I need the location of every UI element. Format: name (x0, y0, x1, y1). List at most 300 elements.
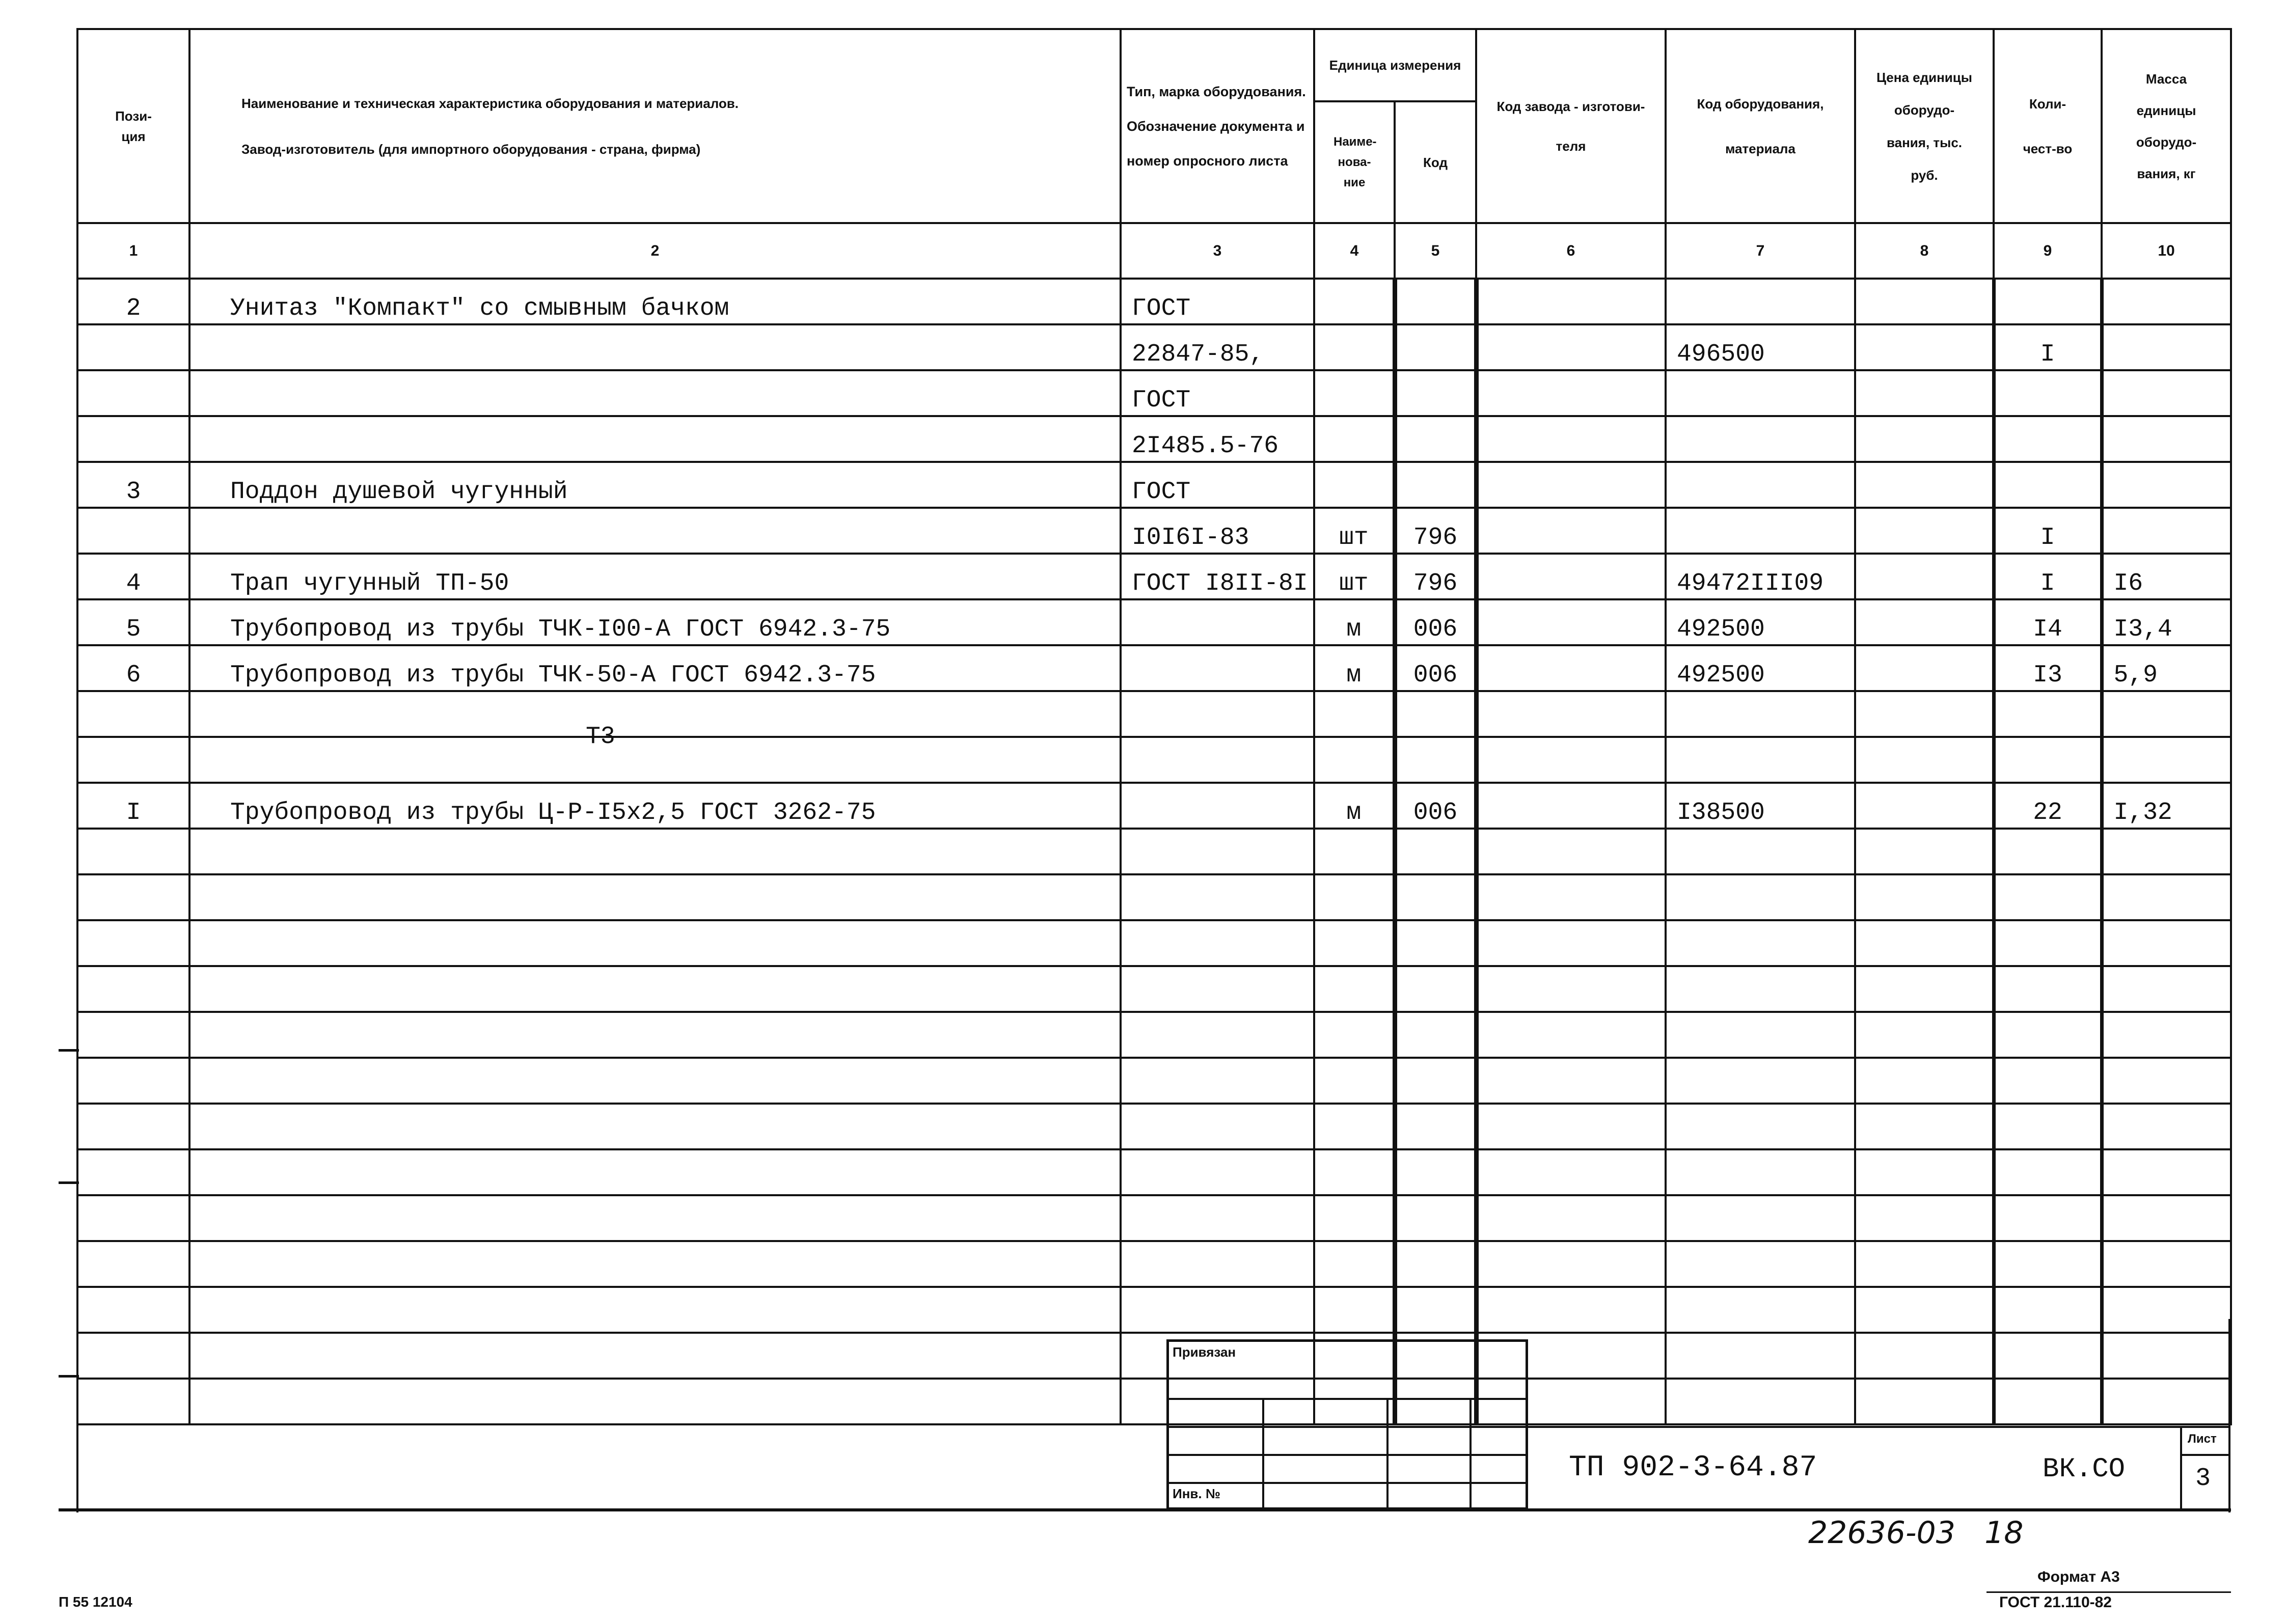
cell-price (1855, 966, 1994, 1012)
table-row (77, 370, 2231, 416)
cell-price (1855, 691, 1994, 737)
cell-price (1855, 783, 1994, 829)
cell-unit-code (1395, 1195, 1476, 1241)
stamp-line (1166, 1482, 1528, 1484)
cell-price (1855, 1379, 1994, 1424)
column-number: 6 (1476, 223, 1666, 279)
cell-quantity (1994, 1379, 2102, 1424)
cell-quantity: I (1994, 554, 2102, 599)
cell-unit: м (1314, 599, 1395, 645)
cell-position (77, 1012, 189, 1058)
cell-name: Трап чугунный ТП-50 (189, 554, 1121, 599)
cell-position: 2 (77, 279, 189, 324)
stamp-line (1166, 1398, 1528, 1400)
cell-name: Поддон душевой чугунный (189, 462, 1121, 508)
cell-plant-code (1476, 829, 1666, 874)
cell-type (1121, 1195, 1314, 1241)
cell-unit-code: 796 (1395, 554, 1476, 599)
cell-unit-code (1395, 1149, 1476, 1195)
cell-plant-code (1476, 874, 1666, 920)
cell-plant-code (1476, 1241, 1666, 1287)
column-number: 2 (189, 223, 1121, 279)
cell-quantity (1994, 279, 2102, 324)
cell-quantity (1994, 966, 2102, 1012)
cell-plant-code (1476, 966, 1666, 1012)
section-note: Т3 (586, 723, 615, 751)
cell-type (1121, 1058, 1314, 1104)
header-unit-code: Код (1395, 101, 1476, 223)
cell-unit-code (1395, 1287, 1476, 1333)
cell-type (1121, 874, 1314, 920)
cell-name: Трубопровод из трубы ТЧК-I00-А ГОСТ 6942.3-75 (189, 599, 1121, 645)
table-row (77, 599, 2231, 645)
cell-equipment-code (1666, 874, 1855, 920)
cell-position (77, 1241, 189, 1287)
table-row (77, 691, 2231, 737)
cell-mass: I,32 (2102, 783, 2231, 829)
cell-position (77, 1287, 189, 1333)
cell-price (1855, 1104, 1994, 1149)
footer-rule (1986, 1591, 2231, 1593)
cell-plant-code (1476, 462, 1666, 508)
cell-type: ГОСТ (1121, 370, 1314, 416)
cell-price (1855, 279, 1994, 324)
cell-unit (1314, 920, 1395, 966)
cell-name (189, 1195, 1121, 1241)
sheet-box-left (2180, 1426, 2182, 1510)
column-number: 1 (77, 223, 189, 279)
column-number: 8 (1855, 223, 1994, 279)
cell-unit-code (1395, 1058, 1476, 1104)
cell-type (1121, 783, 1314, 829)
cell-equipment-code (1666, 462, 1855, 508)
cell-mass (2102, 1058, 2231, 1104)
cell-unit-code: 006 (1395, 645, 1476, 691)
cell-plant-code (1476, 645, 1666, 691)
document-code: ТП 902-3-64.87 (1569, 1451, 1817, 1484)
cell-position (77, 416, 189, 462)
spec-body (77, 279, 2231, 1424)
cell-unit-code: 006 (1395, 783, 1476, 829)
left-code: П 55 12104 (59, 1594, 132, 1610)
cell-price (1855, 462, 1994, 508)
cell-price (1855, 645, 1994, 691)
column-number: 5 (1395, 223, 1476, 279)
cell-mass (2102, 462, 2231, 508)
cell-equipment-code (1666, 1287, 1855, 1333)
table-row (77, 462, 2231, 508)
cell-quantity (1994, 874, 2102, 920)
margin-tick (59, 1375, 79, 1378)
cell-price (1855, 829, 1994, 874)
cell-unit (1314, 279, 1395, 324)
code-block-top (1528, 1426, 2230, 1428)
cell-unit (1314, 737, 1395, 783)
binding-label: Привязан (1173, 1344, 1236, 1360)
cell-unit (1314, 1104, 1395, 1149)
cell-position (77, 1104, 189, 1149)
cell-unit (1314, 1058, 1395, 1104)
cell-mass: I6 (2102, 554, 2231, 599)
table-row (77, 737, 2231, 783)
cell-mass (2102, 1149, 2231, 1195)
cell-quantity (1994, 370, 2102, 416)
cell-plant-code (1476, 1104, 1666, 1149)
cell-type (1121, 645, 1314, 691)
cell-position: 5 (77, 599, 189, 645)
cell-type (1121, 1104, 1314, 1149)
cell-equipment-code (1666, 279, 1855, 324)
cell-unit-code (1395, 279, 1476, 324)
table-row (77, 1195, 2231, 1241)
cell-unit: шт (1314, 554, 1395, 599)
cell-mass (2102, 829, 2231, 874)
cell-quantity (1994, 1195, 2102, 1241)
cell-position (77, 1195, 189, 1241)
cell-unit (1314, 691, 1395, 737)
cell-unit (1314, 324, 1395, 370)
cell-type: 2I485.5-76 (1121, 416, 1314, 462)
cell-price (1855, 1333, 1994, 1379)
header-position: Пози- ция (77, 29, 189, 223)
cell-name (189, 1241, 1121, 1287)
cell-name: Трубопровод из трубы Ц-Р-I5х2,5 ГОСТ 3262-75 (189, 783, 1121, 829)
cell-unit-code: 796 (1395, 508, 1476, 554)
sheet-number: 3 (2195, 1464, 2211, 1493)
header-equipment-code: Код оборудования, материала (1666, 29, 1855, 223)
table-row (77, 874, 2231, 920)
cell-plant-code (1476, 599, 1666, 645)
cell-quantity (1994, 1333, 2102, 1379)
cell-unit (1314, 829, 1395, 874)
cell-plant-code (1476, 691, 1666, 737)
margin-tick (59, 1181, 79, 1184)
cell-unit-code (1395, 1012, 1476, 1058)
cell-equipment-code (1666, 1104, 1855, 1149)
cell-plant-code (1476, 324, 1666, 370)
cell-unit-code (1395, 324, 1476, 370)
cell-equipment-code (1666, 416, 1855, 462)
cell-quantity (1994, 416, 2102, 462)
cell-position (77, 370, 189, 416)
column-number: 4 (1314, 223, 1395, 279)
table-row (77, 1241, 2231, 1287)
cell-equipment-code (1666, 966, 1855, 1012)
cell-quantity (1994, 1058, 2102, 1104)
cell-position (77, 1058, 189, 1104)
cell-mass: I3,4 (2102, 599, 2231, 645)
cell-mass (2102, 279, 2231, 324)
cell-quantity: 22 (1994, 783, 2102, 829)
header-plant-code: Код завода - изготови-теля (1476, 29, 1666, 223)
cell-plant-code (1476, 416, 1666, 462)
cell-name (189, 1287, 1121, 1333)
cell-position (77, 1333, 189, 1379)
cell-plant-code (1476, 554, 1666, 599)
binding-stamp (1166, 1339, 1528, 1510)
cell-equipment-code: 496500 (1666, 324, 1855, 370)
spec-table (76, 28, 2232, 1425)
cell-unit (1314, 370, 1395, 416)
cell-type (1121, 737, 1314, 783)
table-row (77, 279, 2231, 324)
gost-label: ГОСТ 21.110-82 (1999, 1594, 2112, 1611)
cell-mass (2102, 370, 2231, 416)
cell-equipment-code: 49472III09 (1666, 554, 1855, 599)
cell-name (189, 874, 1121, 920)
cell-price (1855, 874, 1994, 920)
cell-mass (2102, 324, 2231, 370)
cell-equipment-code (1666, 1241, 1855, 1287)
cell-position (77, 874, 189, 920)
cell-equipment-code: 492500 (1666, 599, 1855, 645)
cell-unit (1314, 1287, 1395, 1333)
cell-price (1855, 1287, 1994, 1333)
cell-quantity (1994, 1104, 2102, 1149)
cell-price (1855, 370, 1994, 416)
cell-position (77, 508, 189, 554)
cell-unit-code (1395, 737, 1476, 783)
table-row (77, 1149, 2231, 1195)
cell-quantity: I3 (1994, 645, 2102, 691)
cell-price (1855, 920, 1994, 966)
table-row (77, 1104, 2231, 1149)
cell-mass (2102, 1287, 2231, 1333)
cell-name (189, 691, 1121, 737)
cell-unit-code (1395, 416, 1476, 462)
cell-position (77, 829, 189, 874)
cell-name (189, 1379, 1121, 1424)
table-row (77, 783, 2231, 829)
cell-name (189, 508, 1121, 554)
cell-name (189, 1149, 1121, 1195)
cell-mass (2102, 1012, 2231, 1058)
cell-unit-code: 006 (1395, 599, 1476, 645)
cell-mass (2102, 691, 2231, 737)
cell-position: 6 (77, 645, 189, 691)
cell-name (189, 829, 1121, 874)
cell-unit: м (1314, 783, 1395, 829)
header-unit-name: Наиме-нова-ние (1314, 101, 1395, 223)
cell-position: I (77, 783, 189, 829)
cell-position (77, 966, 189, 1012)
cell-name (189, 966, 1121, 1012)
frame-right (2228, 1319, 2230, 1512)
cell-quantity (1994, 829, 2102, 874)
cell-name: Трубопровод из трубы ТЧК-50-А ГОСТ 6942.3-75 (189, 645, 1121, 691)
cell-unit-code (1395, 370, 1476, 416)
cell-quantity (1994, 920, 2102, 966)
archive-number: 22636-03 18 (1808, 1515, 2024, 1551)
cell-position (77, 324, 189, 370)
cell-unit-code (1395, 462, 1476, 508)
stamp-divider (1469, 1398, 1472, 1510)
cell-equipment-code (1666, 1379, 1855, 1424)
table-row (77, 1287, 2231, 1333)
header-mass: Масса единицы оборудо-вания, кг (2102, 29, 2231, 223)
cell-plant-code (1476, 1287, 1666, 1333)
cell-name (189, 370, 1121, 416)
cell-price (1855, 1058, 1994, 1104)
table-row (77, 554, 2231, 599)
cell-name (189, 920, 1121, 966)
cell-type (1121, 966, 1314, 1012)
cell-plant-code (1476, 1058, 1666, 1104)
header-quantity: Коли-чест-во (1994, 29, 2102, 223)
cell-plant-code (1476, 1195, 1666, 1241)
cell-mass (2102, 1379, 2231, 1424)
cell-equipment-code (1666, 691, 1855, 737)
column-number: 9 (1994, 223, 2102, 279)
inventory-label: Инв. № (1173, 1486, 1220, 1501)
stamp-divider (1262, 1398, 1264, 1510)
cell-type (1121, 1012, 1314, 1058)
cell-position (77, 691, 189, 737)
cell-type: ГОСТ (1121, 462, 1314, 508)
cell-equipment-code (1666, 370, 1855, 416)
cell-quantity (1994, 737, 2102, 783)
cell-mass: 5,9 (2102, 645, 2231, 691)
cell-quantity (1994, 1241, 2102, 1287)
cell-price (1855, 1241, 1994, 1287)
cell-plant-code (1476, 508, 1666, 554)
cell-equipment-code (1666, 1333, 1855, 1379)
cell-unit: м (1314, 645, 1395, 691)
cell-type: I0I6I-83 (1121, 508, 1314, 554)
document-mark: ВК.СО (2043, 1454, 2126, 1485)
cell-quantity (1994, 691, 2102, 737)
cell-quantity: I (1994, 508, 2102, 554)
cell-mass (2102, 874, 2231, 920)
cell-type (1121, 599, 1314, 645)
cell-quantity: I4 (1994, 599, 2102, 645)
cell-mass (2102, 1333, 2231, 1379)
cell-equipment-code (1666, 737, 1855, 783)
cell-position (77, 920, 189, 966)
stamp-divider (1386, 1398, 1389, 1510)
cell-price (1855, 324, 1994, 370)
header-name-line2: Завод-изготовитель (для импортного оборудования - страна, фирма) (241, 141, 701, 157)
cell-unit (1314, 874, 1395, 920)
cell-unit (1314, 966, 1395, 1012)
table-row (77, 416, 2231, 462)
cell-type: 22847-85, (1121, 324, 1314, 370)
frame-left (76, 1319, 78, 1512)
column-number: 3 (1121, 223, 1314, 279)
cell-type: ГОСТ (1121, 279, 1314, 324)
cell-price (1855, 737, 1994, 783)
header-unit: Единица измерения (1314, 29, 1476, 101)
cell-unit (1314, 1241, 1395, 1287)
sheet-label: Лист (2188, 1432, 2217, 1446)
cell-equipment-code: I38500 (1666, 783, 1855, 829)
cell-quantity (1994, 462, 2102, 508)
cell-type (1121, 920, 1314, 966)
cell-equipment-code (1666, 1058, 1855, 1104)
cell-unit (1314, 1012, 1395, 1058)
cell-mass (2102, 416, 2231, 462)
cell-name (189, 324, 1121, 370)
cell-name (189, 737, 1121, 783)
cell-mass (2102, 920, 2231, 966)
cell-name (189, 1058, 1121, 1104)
cell-mass (2102, 1241, 2231, 1287)
format-label: Формат А3 (2037, 1568, 2120, 1585)
sheet-box-divider (2180, 1454, 2230, 1456)
cell-plant-code (1476, 1149, 1666, 1195)
table-row (77, 829, 2231, 874)
cell-unit: шт (1314, 508, 1395, 554)
cell-quantity (1994, 1012, 2102, 1058)
cell-name: Унитаз "Компакт" со смывным бачком (189, 279, 1121, 324)
cell-name (189, 1333, 1121, 1379)
cell-price (1855, 1012, 1994, 1058)
cell-price (1855, 554, 1994, 599)
cell-unit (1314, 1195, 1395, 1241)
cell-plant-code (1476, 1012, 1666, 1058)
cell-position: 3 (77, 462, 189, 508)
cell-unit-code (1395, 920, 1476, 966)
table-row (77, 966, 2231, 1012)
cell-plant-code (1476, 783, 1666, 829)
cell-quantity: I (1994, 324, 2102, 370)
table-row (77, 1058, 2231, 1104)
cell-mass (2102, 966, 2231, 1012)
cell-name (189, 1012, 1121, 1058)
cell-plant-code (1476, 737, 1666, 783)
cell-position (77, 1379, 189, 1424)
cell-equipment-code (1666, 1195, 1855, 1241)
cell-plant-code (1476, 279, 1666, 324)
cell-equipment-code (1666, 920, 1855, 966)
table-row (77, 508, 2231, 554)
cell-unit-code (1395, 966, 1476, 1012)
cell-equipment-code (1666, 508, 1855, 554)
cell-unit-code (1395, 691, 1476, 737)
cell-unit (1314, 1149, 1395, 1195)
cell-mass (2102, 737, 2231, 783)
cell-equipment-code: 492500 (1666, 645, 1855, 691)
cell-price (1855, 1195, 1994, 1241)
header-name (189, 29, 1121, 223)
cell-type (1121, 1241, 1314, 1287)
cell-mass (2102, 1195, 2231, 1241)
cell-type (1121, 1149, 1314, 1195)
cell-plant-code (1476, 920, 1666, 966)
cell-unit-code (1395, 1104, 1476, 1149)
table-row (77, 1333, 2231, 1379)
column-number: 7 (1666, 223, 1855, 279)
cell-type (1121, 691, 1314, 737)
table-row (77, 1379, 2231, 1424)
cell-equipment-code (1666, 1012, 1855, 1058)
cell-price (1855, 599, 1994, 645)
margin-tick (59, 1049, 79, 1052)
cell-quantity (1994, 1149, 2102, 1195)
cell-unit-code (1395, 1241, 1476, 1287)
header-type: Тип, марка оборудования. Обозначение документа и номер опросного листа (1121, 29, 1314, 223)
cell-price (1855, 1149, 1994, 1195)
cell-unit-code (1395, 874, 1476, 920)
cell-price (1855, 416, 1994, 462)
header-price: Цена единицы оборудо-вания, тыс. руб. (1855, 29, 1994, 223)
stamp-line (1166, 1454, 1528, 1456)
cell-position: 4 (77, 554, 189, 599)
table-row (77, 920, 2231, 966)
cell-unit (1314, 462, 1395, 508)
cell-equipment-code (1666, 1149, 1855, 1195)
cell-type (1121, 1287, 1314, 1333)
